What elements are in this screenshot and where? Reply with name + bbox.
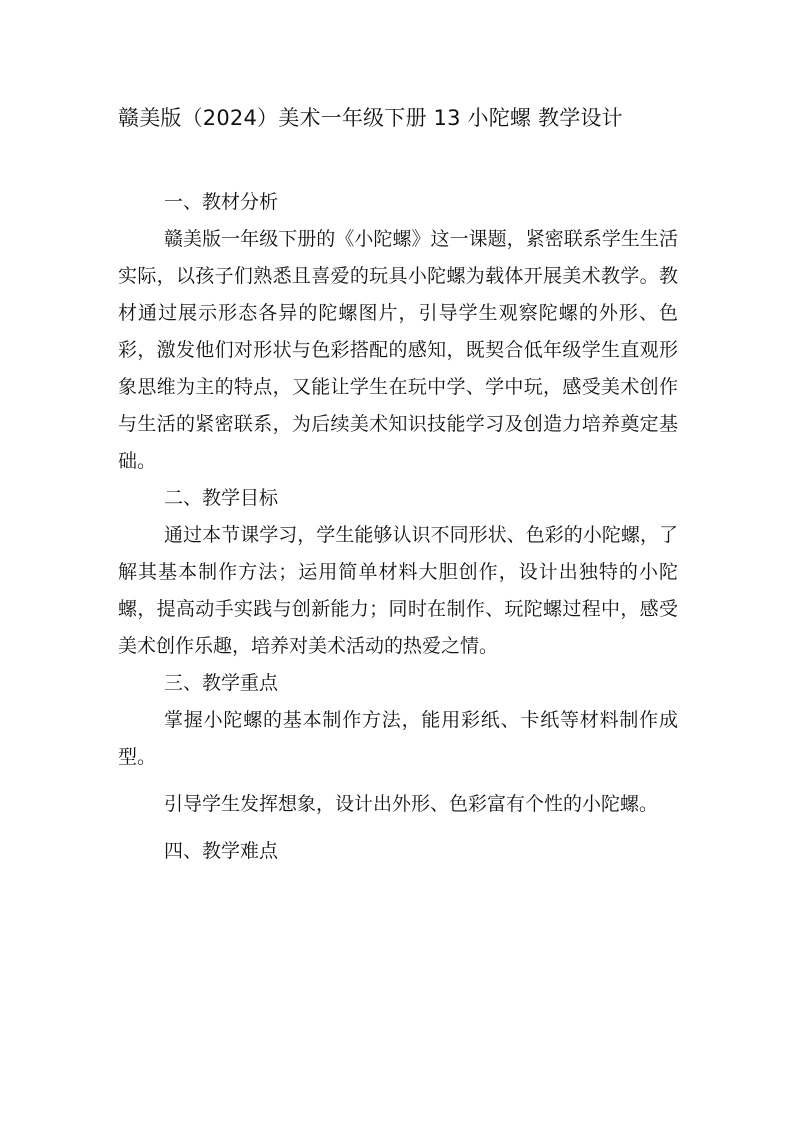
section-teaching-goals xyxy=(118,480,678,665)
section-teaching-difficulties xyxy=(118,833,678,870)
section-heading: 二、教学目标 xyxy=(164,487,279,509)
section-heading: 一、教材分析 xyxy=(164,191,279,213)
document-title: 赣美版（2024）美术一年级下册 13 小陀螺 教学设计 xyxy=(118,106,623,130)
section-heading: 三、教学重点 xyxy=(164,672,279,694)
section-teaching-focus xyxy=(118,665,678,823)
paragraph: 引导学生发挥想象，设计出外形、色彩富有个性的小陀螺。 xyxy=(164,793,659,815)
section-textbook-analysis xyxy=(118,184,678,480)
paragraph: 通过本节课学习，学生能够认识不同形状、色彩的小陀螺，了解其基本制作方法；运用简单材料大胆创作，设计出独特的小陀螺，提高动手实践与创新能力；同时在制作、玩陀螺过程中，感受美术创作乐趣，培养对美术活动的热爱之情。 xyxy=(118,524,678,657)
document-body xyxy=(118,184,678,870)
section-heading: 四、教学难点 xyxy=(164,840,279,862)
paragraph: 掌握小陀螺的基本制作方法，能用彩纸、卡纸等材料制作成型。 xyxy=(118,709,678,768)
paragraph: 赣美版一年级下册的《小陀螺》这一课题，紧密联系学生生活实际，以孩子们熟悉且喜爱的玩具小陀螺为载体开展美术教学。教材通过展示形态各异的陀螺图片，引导学生观察陀螺的外形、色彩，激发他们对形状与色彩搭配的感知，既契合低年级学生直观形象思维为主的特点，又能让学生在玩中学、学中玩，感受美术创作与生活的紧密联系，为后续美术知识技能学习及创造力培养奠定基础。 xyxy=(118,228,678,472)
